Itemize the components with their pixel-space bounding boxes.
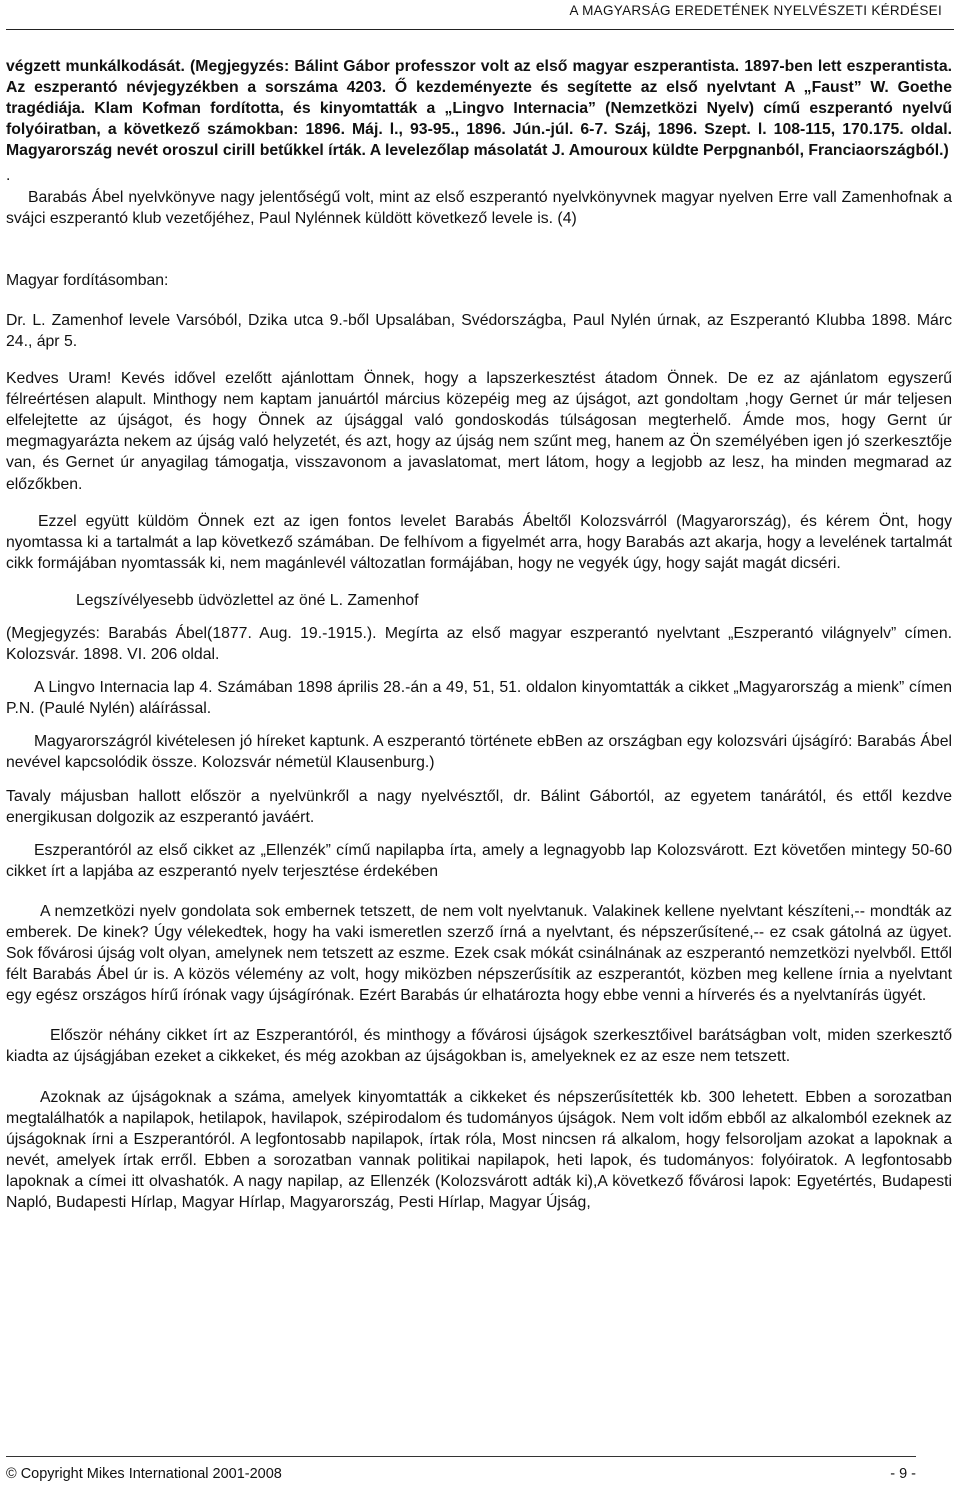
paragraph: (Megjegyzés: Barabás Ábel(1877. Aug. 19.-1915.). Megírta az első magyar eszperantó nyelvtant „Eszperantó világnyelv” címen. Kolozsvár. 1898. VI. 206 oldal. <box>6 624 952 664</box>
document-body <box>6 56 952 1213</box>
paragraph: Dr. L. Zamenhof levele Varsóból, Dzika utca 9.-ből Upsalában, Svédországba, Paul Nylén úrnak, az Eszperantó Klubba 1898. Márc 24., ápr 5. <box>6 311 952 350</box>
paragraph: . <box>6 167 11 185</box>
paragraph: Eszperantóról az első cikket az „Ellenzék” című napilapba írta, amely a legnagyobb lap Kolozsvárott. Ezt követően mintegy 50-60 cikket írt a lapjába az eszperantó nyelv terjesztése érdekében <box>6 841 952 880</box>
running-header: A MAGYARSÁG EREDETÉNEK NYELVÉSZETI KÉRDÉSEI <box>569 3 942 18</box>
paragraph: Azoknak az újságoknak a száma, amelyek kinyomtatták a cikkeket és népszerűsítették kb. 300 lehetett. Ebben a sorozatban megtalálhatók a napilapok, hetilapok, havilapok, szépirodalom és tudományos újságok. Nem volt időm ebből az alkalomból ezeknek az újságoknak írni a Eszperantóról. A legfontosabb napilapok, írtak róla, Most nincsen rá alkalom, hogy felsoroljam azokat a lapoknak a nevét, amelyek írtak erről. Ebben a sorozatban vannak politikai napilapok, heti lapok, és tudományos: folyóiratok. A legfontosabb lapoknak a címei itt olvashatók. A nagy napilap, az Ellenzék (Kolozsvárott adták ki),A következő fővárosi lapok: Egyetértés, Budapesti Napló, Budapesti Hírlap, Magyar Hírlap, Magyarország, Pesti Hírlap, Magyar Újság, <box>6 1088 952 1212</box>
paragraph: Barabás Ábel nyelvkönyve nagy jelentőségű volt, mint az első eszperantó nyelvkönyvnek magyar nyelven Erre vall Zamenhofnak a svájci eszperantó klub vezetőjéhez, Paul Nylénnek küldött következő levele is. (4) <box>6 188 952 227</box>
paragraph: Magyar fordításomban: <box>6 271 169 289</box>
paragraph: Először néhány cikket írt az Eszperantóról, és minthogy a fővárosi újságok szerkesztőivel barátságban volt, miden szerkesztő kiadta az újságjában ezeket a cikkeket, és még azokban az újságokban is, amelyeknek ez az esze nem tetszett. <box>6 1027 952 1066</box>
paragraph: Magyarországról kivételesen jó híreket kaptunk. A eszperantó története ebBen az országban egy kolozsvári újságíró: Barabás Ábel nevével kapcsolódik össze. Kolozsvár németül Klausenburg.) <box>6 733 952 772</box>
page-footer <box>6 1466 916 1482</box>
footer-rule <box>6 1456 916 1457</box>
paragraph: Tavaly májusban hallott először a nyelvünkről a nagy nyelvésztől, dr. Bálint Gábortól, az egyetem tanárától, és ettől kezdve energikusan dolgozik az eszperantó javáért. <box>6 787 952 826</box>
paragraph: A Lingvo Internacia lap 4. Számában 1898 április 28.-án a 49, 51, 51. oldalon kinyomtatták a cikket „Magyarország a mienk” címen P.N. (Paulé Nylén) aláírással. <box>6 679 952 718</box>
footer-copyright: © Copyright Mikes International 2001-2008 <box>6 1466 282 1482</box>
footer-page-number: - 9 - <box>890 1466 916 1482</box>
paragraph: Kedves Uram! Kevés idővel ezelőtt ajánlottam Önnek, hogy a lapszerkesztést átadom Önnek. De ez az ajánlatom egyszerű félreértésen alapult. Minthogy nem kaptam januártól március közepéig meg az újságot, azt gondoltam ,hogy Gernet úr már teljesen elfelejtette az újságot, és hogy Önnek az újsággal való gondoskodás túlságosan megterhelő. Ámde mos, hogy Gernt úr megmagyarázta nekem az újság való helyzetét, és azt, hogy az újság nem szűnt meg, hanem az Ön személyében igen jó szerkesztője van, és Gernet úr anyagilag támogatja, visszavonom a javaslatomat, mert látom, hogy a legjobb az lesz, ha minden megmarad az előzőkben. <box>6 370 952 493</box>
header-rule <box>6 29 954 30</box>
paragraph: A nemzetközi nyelv gondolata sok embernek tetszett, de nem volt nyelvtanuk. Valakinek kellene nyelvtant készíteni,-- mondták az emberek. De kinek? Úgy vélekedtek, hogy ha vaki ismeretlen szerző írná a nyelvtant, és népszerűsítené,-- ez csak gátolná az ügyet. Sok fővárosi újság volt olyan, amelynek nem tetszett az eszme. Ezek csak mókát csinálnának az eszperantó nemzetközi nyelvből. Ettől félt Barabás Ábel úr is. A közös vélemény az volt, hogy miközben népszerűsítik az eszperantót, közben meg kellene írnia a nyelvtant egy egész országos hírű írónak vagy újságírónak. Ezért Barabás úr elhatározta hogy ebbe venni a hírverés és a nyelvtanírás ügyét. <box>6 902 952 1005</box>
paragraph: Legszívélyesebb üdvözlettel az öné L. Zamenhof <box>76 591 419 609</box>
paragraph: Ezzel együtt küldöm Önnek ezt az igen fontos levelet Barabás Ábeltől Kolozsvárról (Magyarország), és kérem Önt, hogy nyomtassa ki a tartalmát a lap következő számában. De felhívom a figyelmét arra, hogy Barabás azt akarja, hogy a levelének tartalmát cikk formájában nyomtassák ki, nem magánlevél változatlan formájában, hogy ne vegyék úgy, hogy saját magát dicséri. <box>6 512 952 572</box>
paragraph: végzett munkálkodását. (Megjegyzés: Bálint Gábor professzor volt az első magyar eszperantista. 1897-ben lett eszperantista. Az eszperantó névjegyzékben a sorszáma 4203. Ő kezdeményezte és segítette az első nyelvtant A „Faust” W. Goethe tragédiája. Klam Kofman fordította, és kinyomtatták a „Lingvo Internacia” (Nemzetközi Nyelv) című eszperantó nyelvű folyóiratban, a következő számokban: 1896. Máj. l., 93-95., 1896. Jún.-júl. 6-7. Száj, 1896. Szept. l. 108-115, 170.175. oldal. Magyarország nevét oroszul cirill betűkkel írták. A levelezőlap másolatát J. Amouroux küldte Perpgnanból, Franciaországból.) <box>6 58 952 160</box>
